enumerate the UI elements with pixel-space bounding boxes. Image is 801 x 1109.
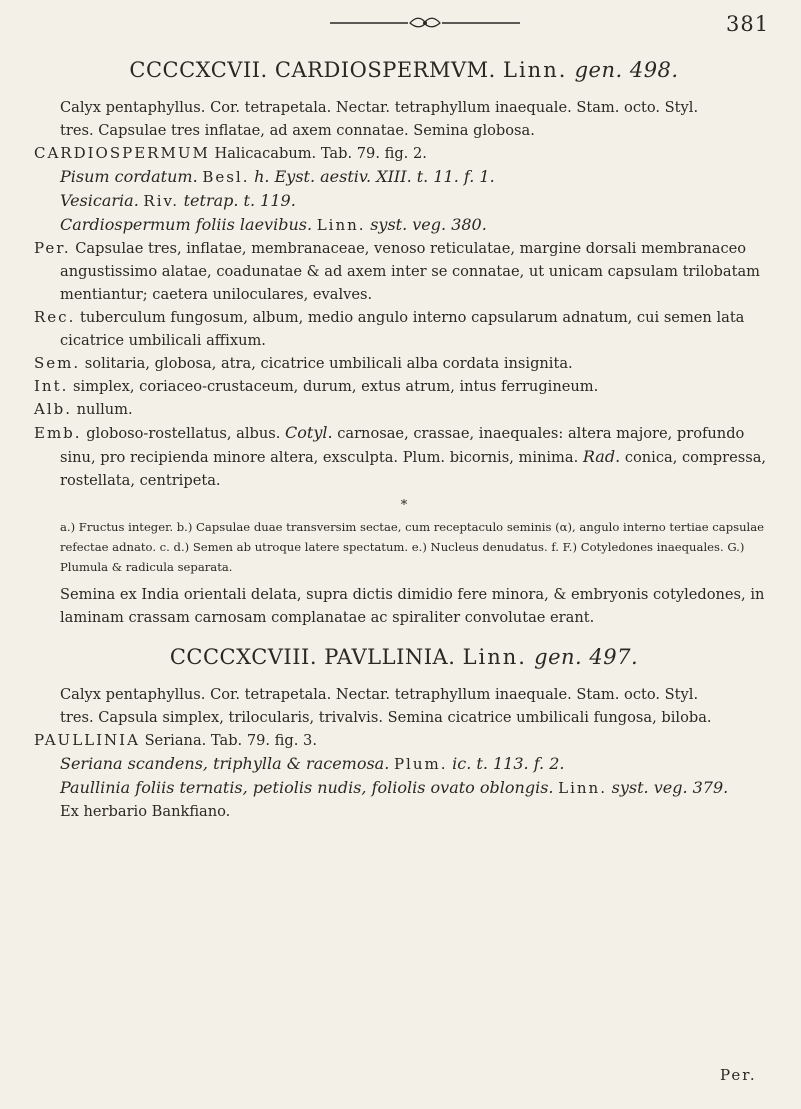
authority: Linn.: [462, 645, 527, 669]
authority: Linn.: [503, 58, 568, 82]
synonym-name: Pisum cordatum.: [60, 167, 198, 186]
synonym-name: Cardiospermum foliis laevibus.: [60, 215, 313, 234]
description-int: [34, 375, 774, 398]
synonym-name: Vesicaria.: [60, 191, 139, 210]
label-cotyl: Cotyl.: [285, 423, 333, 442]
species-genus: PAULLINIA: [34, 731, 140, 749]
description-sem: [34, 352, 774, 375]
label-rad: Rad.: [582, 447, 621, 466]
text-per: Capsulae tres, inflatae, membranaceae, venoso reticulatae, margine dorsali membranaceo angustissimo alatae, coadunatae & ad axem inter se connatae, ut unicam capsulam trilobatam mentiantur; caetera uniloculares, evalves.: [60, 240, 760, 303]
label-int: Int.: [34, 377, 69, 395]
species-genus: CARDIOSPERMUM: [34, 144, 210, 162]
source-note: Ex herbario Bankfiano.: [60, 803, 231, 820]
label-per: Per.: [34, 239, 71, 257]
synonym-author: Plum.: [393, 755, 448, 773]
page-number: 381: [726, 12, 770, 36]
description-alb: [34, 398, 774, 421]
character-line: Calyx pentaphyllus. Cor. tetrapetala. Nectar. tetraphyllum inaequale. Stam. octo. Styl.: [60, 686, 699, 703]
entry-number: CCCCXCVIII.: [169, 645, 317, 669]
header-ornament: [330, 14, 520, 30]
synonym-name: Paullinia foliis ternatis, petiolis nudis, foliolis ovato oblongis.: [60, 778, 554, 797]
synonym-author: Besl.: [202, 168, 250, 186]
synonym-ref: syst. veg. 380.: [370, 215, 487, 234]
text-int: simplex, coriaceo-crustaceum, durum, extus atrum, intus ferrugineum.: [73, 378, 599, 395]
text-alb: nullum.: [76, 401, 133, 418]
character-line: tres. Capsula simplex, trilocularis, trivalvis. Semina cicatrice umbilicali fungosa, biloba.: [60, 709, 712, 726]
synonym-author: Riv.: [143, 192, 179, 210]
closing-paragraph: Semina ex India orientali delata, supra dictis dimidio fere minora, & embryonis cotyledones, in laminam crassam carnosam complanatae ac spiraliter convolutae erant.: [60, 586, 765, 626]
species-epithet: Seriana. Tab. 79. fig. 3.: [144, 732, 317, 749]
synonym-ref: ic. t. 113. f. 2.: [452, 754, 565, 773]
genus-name: CARDIOSPERMVM.: [274, 58, 496, 82]
synonym-author: Linn.: [316, 216, 366, 234]
genus-name: PAVLLINIA.: [324, 645, 456, 669]
description-rec: [34, 306, 774, 352]
section-asterisk: *: [400, 498, 408, 513]
character-line: tres. Capsulae tres inflatae, ad axem connatae. Semina globosa.: [60, 122, 535, 139]
entry-separator: [34, 629, 774, 645]
text-emb-b: carnosae, crassae, inaequales: altera majore, profundo sinu, pro recipienda minore altera, exsculpta. Plum. bicornis, minima.: [60, 425, 745, 466]
label-rec: Rec.: [34, 308, 76, 326]
genus-reference: gen. 498.: [574, 58, 679, 82]
figure-notes: a.) Fructus integer. b.) Capsulae duae transversim sectae, cum receptaculo seminis (α), angulo interno tertiae capsulae refectae adnato. c. d.) Semen ab utroque latere spectatum. e.) Nucleus denudatus. f. F.) Cotyledones inaequales. G.) Plumula & radicula separata.: [60, 520, 765, 574]
text-sem: solitaria, globosa, atra, cicatrice umbilicali alba cordata insignita.: [84, 355, 573, 372]
text-emb-a: globoso-rostellatus, albus.: [86, 425, 281, 442]
catchword: Per.: [720, 1066, 757, 1084]
species-epithet: Halicacabum. Tab. 79. fig. 2.: [214, 145, 427, 162]
description-emb: [34, 421, 774, 492]
entry-number: CCCCXCVII.: [129, 58, 268, 82]
text-rec: tuberculum fungosum, album, medio angulo interno capsularum adnatum, cui semen lata cicatrice umbilicali affixum.: [60, 309, 745, 349]
page-content: [34, 58, 774, 823]
synonym-author: Linn.: [558, 779, 607, 797]
label-alb: Alb.: [34, 400, 72, 418]
synonym-ref: syst. veg. 379.: [611, 778, 729, 797]
character-line: Calyx pentaphyllus. Cor. tetrapetala. Nectar. tetraphyllum inaequale. Stam. octo. Styl.: [60, 99, 699, 116]
entry-heading: [34, 645, 774, 669]
label-emb: Emb.: [34, 424, 82, 442]
synonym-name: Seriana scandens, triphylla & racemosa.: [60, 754, 390, 773]
synonym-ref: tetrap. t. 119.: [183, 191, 296, 210]
label-sem: Sem.: [34, 354, 81, 372]
text-emb-c: conica, compressa, rostellata, centripeta.: [60, 449, 767, 489]
entry-heading: [34, 58, 774, 82]
synonym-ref: h. Eyst. aestiv. XIII. t. 11. f. 1.: [254, 167, 495, 186]
description-per: [34, 237, 774, 306]
genus-reference: gen. 497.: [534, 645, 639, 669]
